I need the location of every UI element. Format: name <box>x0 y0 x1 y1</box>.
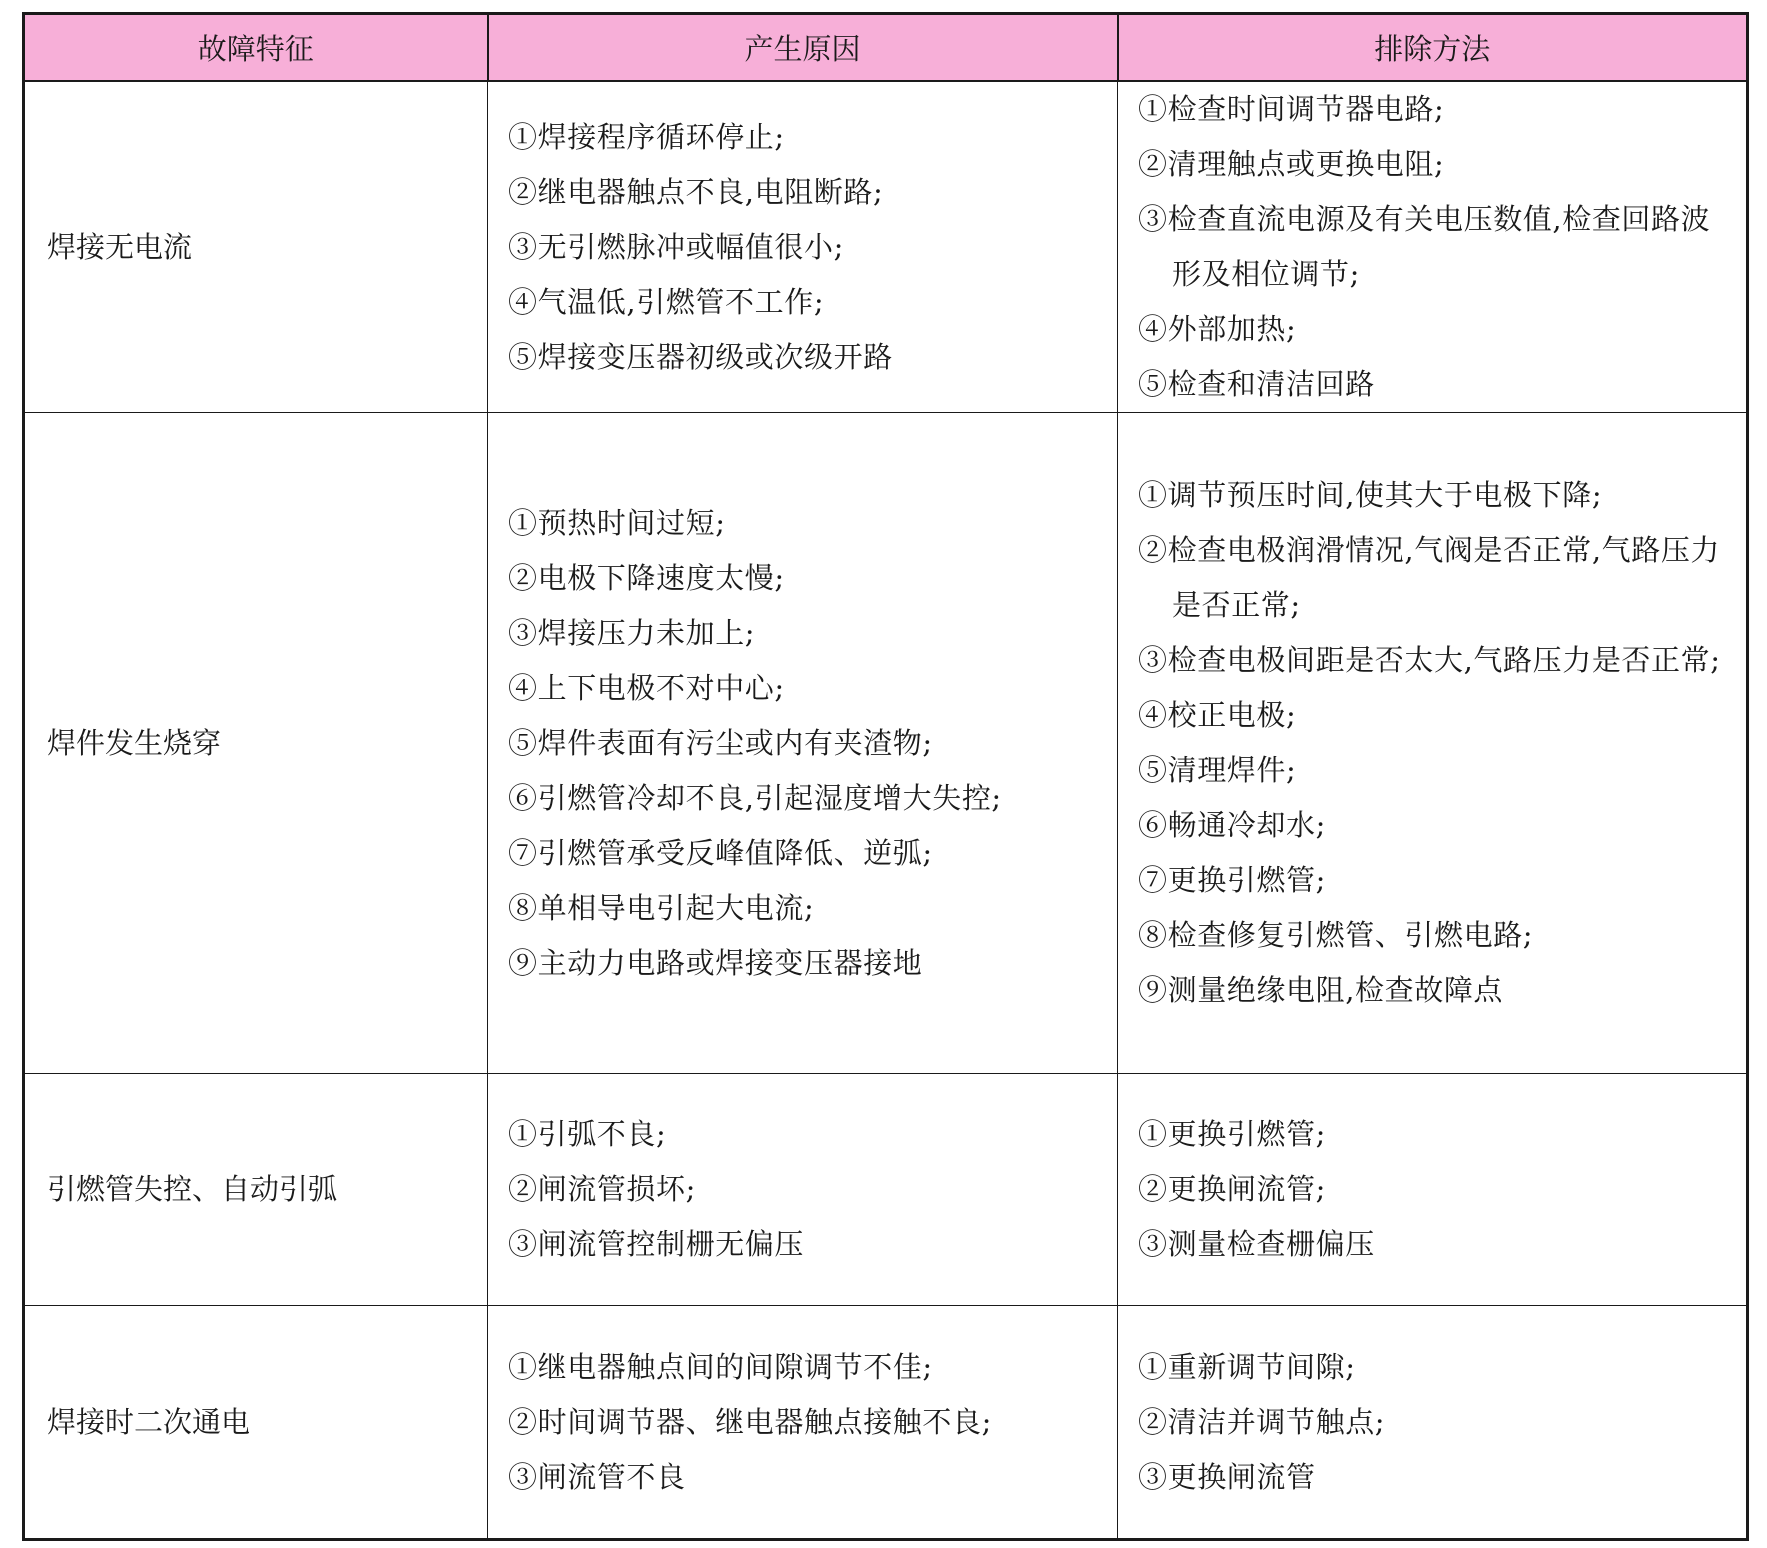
cause-item: ①引弧不良; <box>508 1117 667 1151</box>
header-row <box>24 14 1748 82</box>
cause-cell <box>488 1306 1118 1540</box>
header-fault: 故障特征 <box>24 14 488 82</box>
fault-table-sheet <box>22 12 1746 1541</box>
fault-cell: 引燃管失控、自动引弧 <box>24 1074 488 1306</box>
fault-cell: 焊接无电流 <box>24 81 488 413</box>
cause-cell <box>488 1074 1118 1306</box>
cause-item: ③闸流管控制栅无偏压 <box>508 1227 805 1261</box>
remedy-cell <box>1118 1306 1748 1540</box>
remedy-item: ⑤清理焊件; <box>1138 753 1297 787</box>
header-remedy: 排除方法 <box>1118 14 1748 82</box>
cause-item: ②时间调节器、继电器触点接触不良; <box>508 1404 992 1439</box>
remedy-item: ①检查时间调节器电路; <box>1138 92 1445 126</box>
remedy-item: ③检查电极间距是否太大,气路压力是否正常; <box>1138 643 1721 677</box>
remedy-cell <box>1118 413 1748 1074</box>
fault-cell: 焊件发生烧穿 <box>24 413 488 1074</box>
cause-item: ②电极下降速度太慢; <box>508 560 785 595</box>
table-row <box>24 1306 1748 1540</box>
remedy-item: ⑦更换引燃管; <box>1138 863 1326 897</box>
remedy-item: ②检查电极润滑情况,气阀是否正常,气路压力是否正常; <box>1138 533 1721 622</box>
header-cause: 产生原因 <box>488 14 1118 82</box>
remedy-item: ①更换引燃管; <box>1138 1117 1326 1151</box>
cause-item: ①继电器触点间的间隙调节不佳; <box>508 1349 933 1384</box>
remedy-cell <box>1118 81 1748 413</box>
remedy-item: ②更换闸流管; <box>1138 1172 1326 1206</box>
fault-cell: 焊接时二次通电 <box>24 1306 488 1540</box>
remedy-item: ①重新调节间隙; <box>1138 1349 1356 1384</box>
cause-item: ③闸流管不良 <box>508 1459 686 1494</box>
cause-item: ⑤焊接变压器初级或次级开路 <box>508 339 893 374</box>
cause-item: ④上下电极不对中心; <box>508 670 785 705</box>
cause-item: ③焊接压力未加上; <box>508 615 756 650</box>
remedy-item: ⑧检查修复引燃管、引燃电路; <box>1138 918 1534 952</box>
remedy-item: ③检查直流电源及有关电压数值,检查回路波形及相位调节; <box>1138 202 1711 291</box>
remedy-item: ⑨测量绝缘电阻,检查故障点 <box>1138 973 1504 1007</box>
cause-item: ①焊接程序循环停止; <box>508 119 785 154</box>
remedy-item: ⑤检查和清洁回路 <box>1138 367 1375 401</box>
cause-item: ②闸流管损坏; <box>508 1172 696 1206</box>
remedy-item: ④校正电极; <box>1138 698 1297 732</box>
cause-item: ⑧单相导电引起大电流; <box>508 890 815 925</box>
cause-item: ⑥引燃管冷却不良,引起湿度增大失控; <box>508 780 1002 815</box>
cause-item: ⑤焊件表面有污尘或内有夹渣物; <box>508 725 933 760</box>
cause-cell <box>488 81 1118 413</box>
cause-item: ③无引燃脉冲或幅值很小; <box>508 229 844 264</box>
remedy-item: ②清洁并调节触点; <box>1138 1404 1386 1439</box>
remedy-cell <box>1118 1074 1748 1306</box>
remedy-item: ③更换闸流管 <box>1138 1459 1316 1494</box>
remedy-item: ⑥畅通冷却水; <box>1138 808 1326 842</box>
remedy-item: ④外部加热; <box>1138 312 1297 346</box>
cause-item: ②继电器触点不良,电阻断路; <box>508 174 884 209</box>
fault-table <box>22 12 1749 1541</box>
remedy-item: ①调节预压时间,使其大于电极下降; <box>1138 478 1603 512</box>
cause-item: ⑨主动力电路或焊接变压器接地 <box>508 945 923 980</box>
remedy-item: ②清理触点或更换电阻; <box>1138 147 1445 181</box>
table-row <box>24 413 1748 1074</box>
cause-cell <box>488 413 1118 1074</box>
cause-item: ①预热时间过短; <box>508 505 726 540</box>
remedy-item: ③测量检查栅偏压 <box>1138 1227 1375 1261</box>
cause-item: ⑦引燃管承受反峰值降低、逆弧; <box>508 835 933 870</box>
cause-item: ④气温低,引燃管不工作; <box>508 284 825 319</box>
table-row <box>24 81 1748 413</box>
table-row <box>24 1074 1748 1306</box>
